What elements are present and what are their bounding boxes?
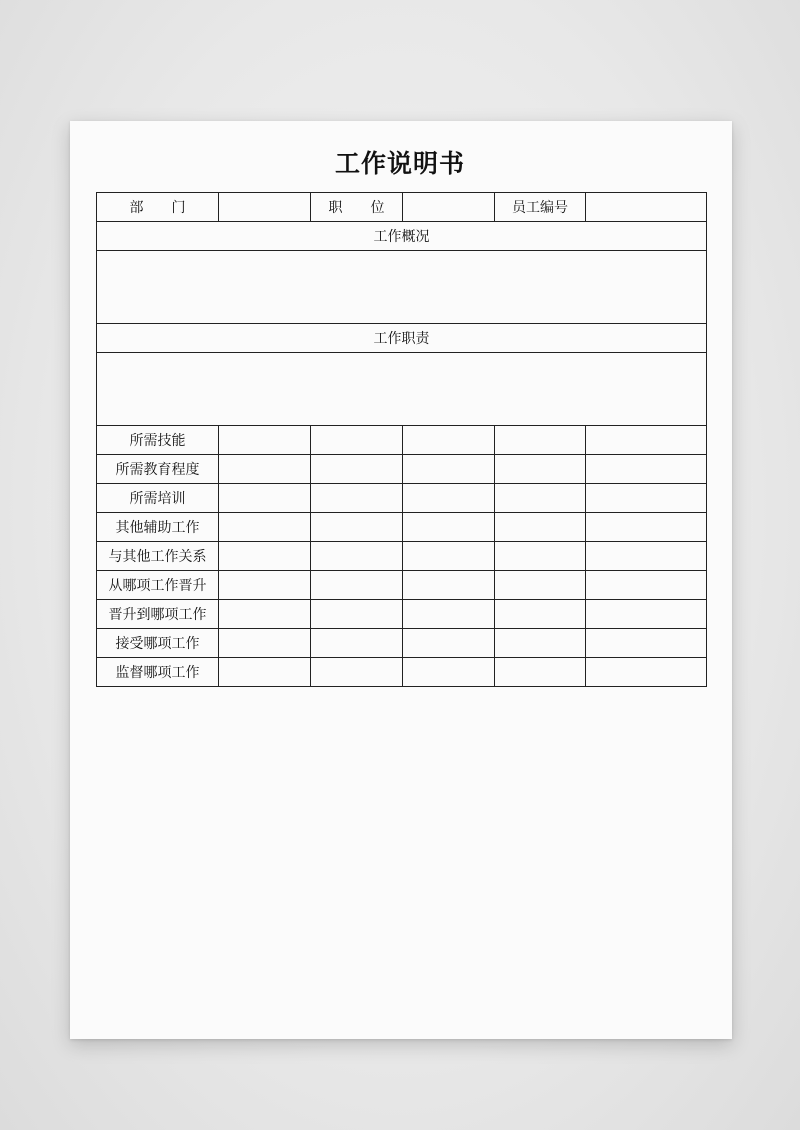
row-cell[interactable] [219,426,311,455]
row-cell[interactable] [586,658,707,687]
row-cell[interactable] [586,513,707,542]
row-cell[interactable] [495,658,586,687]
table-row [97,629,707,658]
row-cell[interactable] [586,426,707,455]
table-row [97,426,707,455]
row-label: 监督哪项工作 [97,658,219,687]
row-label: 所需教育程度 [97,455,219,484]
row-cell[interactable] [403,571,495,600]
row-cell[interactable] [495,484,586,513]
row-cell[interactable] [311,455,403,484]
row-cell[interactable] [403,658,495,687]
row-cell[interactable] [403,484,495,513]
row-label: 所需培训 [97,484,219,513]
row-cell[interactable] [403,542,495,571]
row-cell[interactable] [495,513,586,542]
department-field[interactable] [219,193,311,222]
duties-label: 工作职责 [97,324,707,353]
row-cell[interactable] [586,629,707,658]
row-cell[interactable] [403,426,495,455]
row-cell[interactable] [219,600,311,629]
employee-id-label: 员工编号 [495,193,586,222]
row-cell[interactable] [403,513,495,542]
row-cell[interactable] [495,600,586,629]
row-cell[interactable] [219,571,311,600]
row-label: 晋升到哪项工作 [97,600,219,629]
table-row [97,571,707,600]
row-cell[interactable] [586,455,707,484]
table-row [97,484,707,513]
duties-content-row [97,353,707,426]
duties-header-row [97,324,707,353]
row-cell[interactable] [495,542,586,571]
row-cell[interactable] [311,426,403,455]
row-cell[interactable] [495,426,586,455]
row-cell[interactable] [403,629,495,658]
position-field[interactable] [403,193,495,222]
row-cell[interactable] [219,513,311,542]
table-row [97,455,707,484]
row-cell[interactable] [311,571,403,600]
overview-label: 工作概况 [97,222,707,251]
header-row [97,193,707,222]
row-cell[interactable] [311,600,403,629]
row-label: 从哪项工作晋升 [97,571,219,600]
overview-header-row [97,222,707,251]
table-row [97,513,707,542]
row-cell[interactable] [586,542,707,571]
row-cell[interactable] [403,600,495,629]
overview-content-row [97,251,707,324]
row-cell[interactable] [403,455,495,484]
job-description-form [96,192,707,687]
row-label: 其他辅助工作 [97,513,219,542]
row-cell[interactable] [311,513,403,542]
duties-field[interactable] [97,353,707,426]
row-cell[interactable] [219,484,311,513]
row-cell[interactable] [219,542,311,571]
position-label: 职 位 [311,193,403,222]
row-label: 接受哪项工作 [97,629,219,658]
employee-id-field[interactable] [586,193,707,222]
row-cell[interactable] [586,571,707,600]
row-cell[interactable] [311,484,403,513]
table-row [97,542,707,571]
department-label: 部 门 [97,193,219,222]
row-cell[interactable] [219,629,311,658]
row-label: 与其他工作关系 [97,542,219,571]
row-cell[interactable] [311,629,403,658]
row-label: 所需技能 [97,426,219,455]
row-cell[interactable] [311,542,403,571]
row-cell[interactable] [495,455,586,484]
row-cell[interactable] [219,658,311,687]
row-cell[interactable] [586,600,707,629]
document-title: 工作说明书 [334,149,465,178]
row-cell[interactable] [311,658,403,687]
row-cell[interactable] [586,484,707,513]
table-row [97,658,707,687]
row-cell[interactable] [495,629,586,658]
overview-field[interactable] [97,251,707,324]
table-row [97,600,707,629]
row-cell[interactable] [219,455,311,484]
row-cell[interactable] [495,571,586,600]
